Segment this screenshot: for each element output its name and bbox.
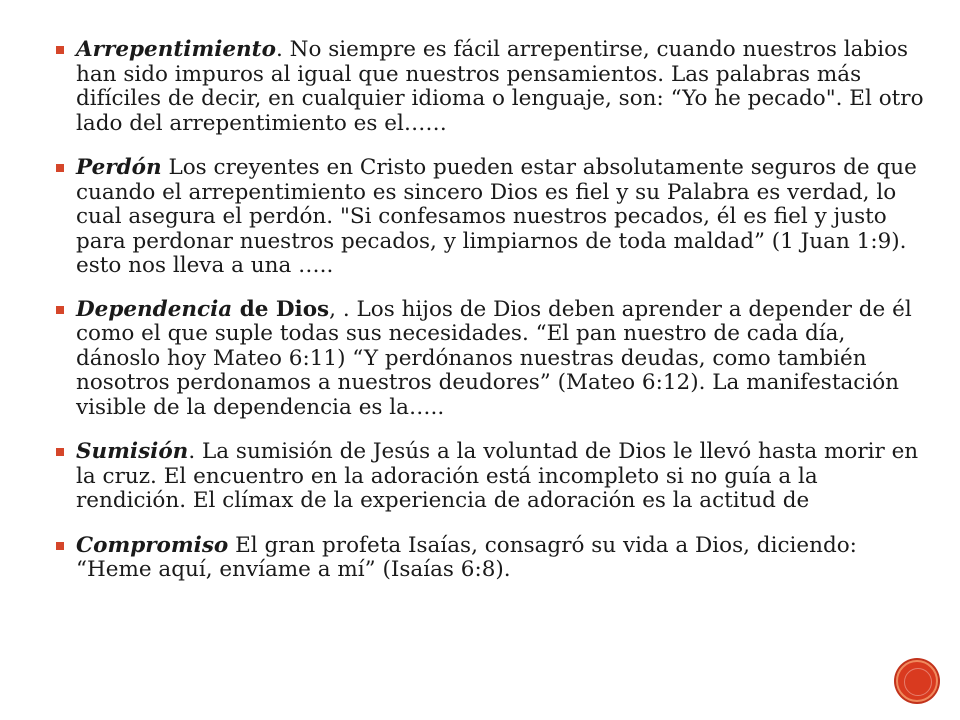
bullet-term: Compromiso — [76, 532, 229, 558]
bullet-marker-icon — [56, 46, 64, 54]
bullet-term: Arrepentimiento — [76, 37, 276, 62]
bullet-text: . No siempre es fácil arrepentirse, cuando nuestros labios han sido impuros al igual que nuestros pensamientos. Las palabras más difíciles de decir, en cualquier idioma o lenguaje, son: “Yo he pecado". El otro lado del arrepentimiento es el…… — [76, 37, 924, 136]
bullet-term: Sumisión — [76, 439, 189, 464]
bullet-text: , . Los hijos de Dios deben aprender a depender de él como el que suple todas sus necesidades. “El pan nuestro de cada día, dánoslo hoy Mateo 6:11) “Y perdónanos nuestras deudas, como también nosotros perdonamos a nuestros deudores” (Mateo 6:12). La manifestación visible de la dependencia es la….. — [76, 296, 912, 420]
slide-number-circle-icon — [896, 660, 938, 702]
bullet-dependencia — [56, 298, 926, 421]
bullet-text: Los creyentes en Cristo pueden estar absolutamente seguros de que cuando el arrepentimiento es sincero Dios es fiel y su Palabra es verdad, lo cual asegura el perdón. "Si confesamos nuestros pecados, él es fiel y justo para perdonar nuestros pecados, y limpiarnos de toda maldad” (1 Juan 1:9). esto nos lleva a una ….. — [76, 155, 917, 278]
bullet-term-suffix: de Dios — [232, 296, 330, 322]
bullet-perdon — [56, 156, 926, 279]
bullet-marker-icon — [56, 542, 64, 550]
bullet-sumision — [56, 440, 926, 514]
bullet-term: Dependencia — [76, 296, 233, 322]
bullet-compromiso — [56, 534, 926, 583]
bullet-text: . La sumisión de Jesús a la voluntad de Dios le llevó hasta morir en la cruz. El encuentro en la adoración está incompleto si no guía a la rendición. El clímax de la experiencia de adoración es la actitud de — [76, 439, 919, 513]
bullet-arrepentimiento — [56, 38, 926, 136]
bullet-marker-icon — [56, 306, 64, 314]
slide-content — [56, 38, 926, 602]
bullet-term: Perdón — [76, 155, 162, 180]
bullet-marker-icon — [56, 448, 64, 456]
bullet-marker-icon — [56, 164, 64, 172]
bullet-text: El gran profeta Isaías, consagró su vida a Dios, diciendo: “Heme aquí, envíame a mí” (Isaías 6:8). — [76, 532, 857, 582]
